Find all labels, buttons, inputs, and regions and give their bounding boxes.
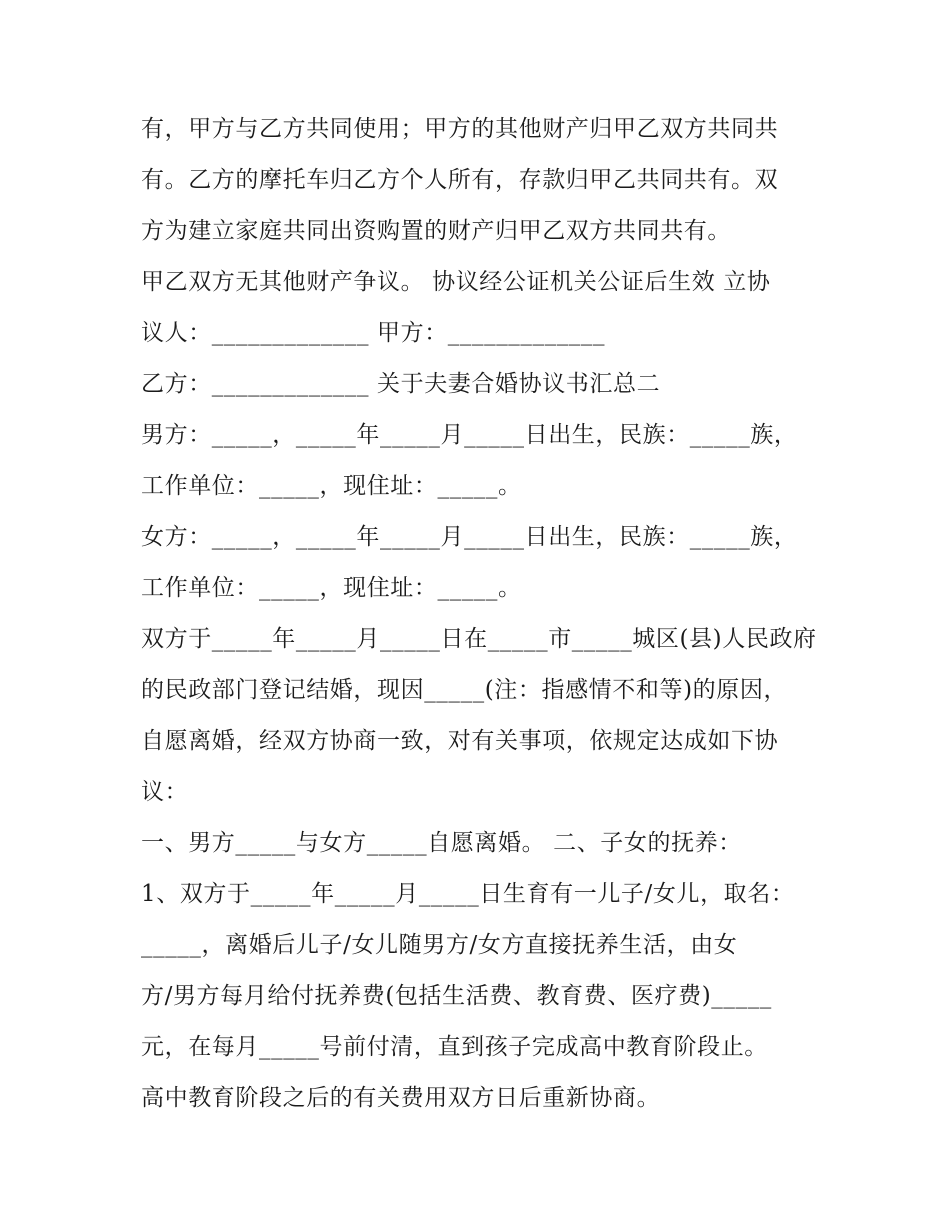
- text-line: 元，在每月_____号前付清，直到孩子完成高中教育阶段止。: [141, 1034, 768, 1060]
- text-line: 工作单位：_____，现住址：_____。: [141, 473, 522, 499]
- text-line: 工作单位：_____，现住址：_____。: [141, 575, 522, 601]
- text-line: 一、男方_____与女方_____自愿离婚。 二、子女的抚养：: [141, 830, 742, 856]
- text-line: 议人：_____________ 甲方：_____________: [141, 320, 606, 346]
- text-line: 男方：_____，_____年_____月_____日出生，民族：_____族，: [141, 422, 798, 448]
- text-line: 议：: [141, 779, 189, 805]
- text-line: 女方：_____，_____年_____月_____日出生，民族：_____族，: [141, 524, 798, 550]
- text-line: 的民政部门登记结婚，现因_____(注：指感情不和等)的原因，: [141, 677, 788, 703]
- text-line: 方为建立家庭共同出资购置的财产归甲乙双方共同共有。: [141, 218, 731, 244]
- text-line: 1、双方于_____年_____月_____日生育有一儿子/女儿，取名：: [141, 881, 795, 907]
- text-line: 双方于_____年_____月_____日在_____市_____城区(县)人民政府: [141, 626, 817, 652]
- text-line: 高中教育阶段之后的有关费用双方日后重新协商。: [141, 1085, 661, 1111]
- text-line: 有。乙方的摩托车归乙方个人所有，存款归甲乙共同共有。双: [141, 167, 779, 193]
- text-line: 甲乙双方无其他财产争议。 协议经公证机关公证后生效 立协: [141, 269, 771, 295]
- text-line: 有，甲方与乙方共同使用；甲方的其他财产归甲乙双方共同共: [141, 116, 779, 142]
- document-body: [141, 104, 821, 1124]
- text-line: _____，离婚后儿子/女儿随男方/女方直接抚养生活，由女: [141, 932, 738, 958]
- text-line: 自愿离婚，经双方协商一致，对有关事项，依规定达成如下协: [141, 728, 779, 754]
- text-line: 乙方：_____________ 关于夫妻合婚协议书汇总二: [141, 371, 661, 397]
- text-line: 方/男方每月给付抚养费(包括生活费、教育费、医疗费)_____: [141, 983, 772, 1009]
